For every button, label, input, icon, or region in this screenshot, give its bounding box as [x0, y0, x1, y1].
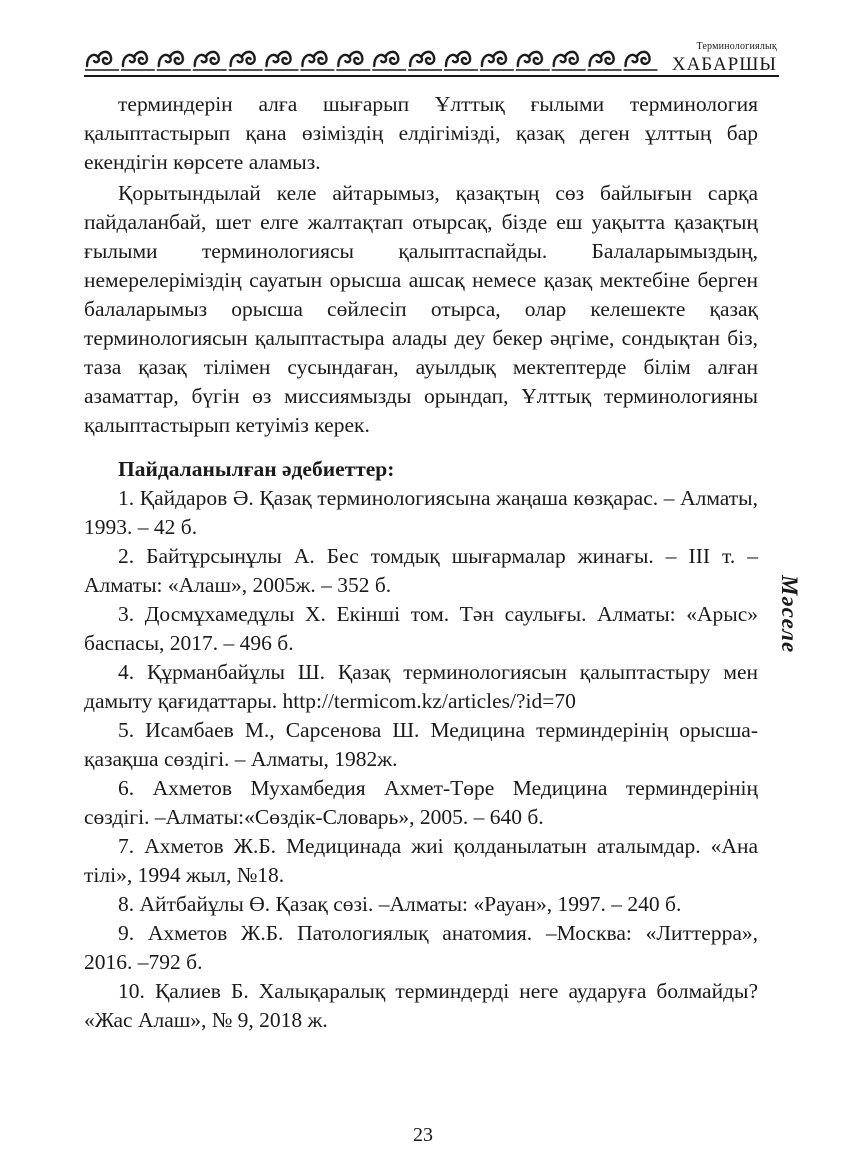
page-number: 23 [413, 1124, 433, 1146]
section-side-label: Мәселе [777, 575, 802, 654]
reference-item: 6. Ахметов Мухамбедия Ахмет-Төре Медицина терминдерінің сөздігі. –Алматы:«Сөздік-Словарь», 2005. – 640 б. [84, 776, 758, 829]
header-rule [84, 75, 779, 77]
journal-title [672, 42, 777, 74]
reference-item: 7. Ахметов Ж.Б. Медицинада жиі қолданылатын аталымдар. «Ана тілі», 1994 жыл, №18. [84, 834, 758, 887]
article-body [84, 90, 758, 440]
reference-item: 5. Исамбаев М., Сарсенова Ш. Медицина терминдерінің орысша-қазақша сөздігі. – Алматы, 1982ж. [84, 718, 758, 771]
references-list [84, 484, 758, 1035]
reference-item: 8. Айтбайұлы Ө. Қазақ сөзі. –Алматы: «Рауан», 1997. – 240 б. [118, 892, 682, 916]
journal-title-small: Терминологиялық [696, 41, 777, 52]
reference-item: 1. Қайдаров Ә. Қазақ терминологиясына жаңаша көзқарас. – Алматы, 1993. – 42 б. [84, 486, 758, 539]
journal-title-big: ХАБАРШЫ [671, 54, 777, 75]
reference-item: 10. Қалиев Б. Халықаралық терминдерді неге аударуға болмайды? «Жас Алаш», № 9, 2018 ж. [84, 979, 758, 1032]
decorative-border-icon [84, 46, 658, 72]
running-header [84, 42, 779, 76]
references-heading: Пайдаланылған әдебиеттер: [118, 457, 395, 481]
reference-item: 4. Құрманбайұлы Ш. Қазақ терминологиясын қалыптастыру мен дамыту қағидаттары. http://termicom.kz/articles/?id=70 [84, 660, 758, 713]
reference-item: 2. Байтұрсынұлы А. Бес томдық шығармалар жинағы. – ІІІ т. – Алматы: «Алаш», 2005ж. – 352 б. [84, 544, 758, 597]
reference-item: 9. Ахметов Ж.Б. Патологиялық анатомия. –Москва: «Литтерра», 2016. –792 б. [84, 921, 758, 974]
body-paragraph: Қорытындылай келе айтарымыз, қазақтың сөз байлығын сарқа пайдаланбай, шет елге жалтақтап отырсақ, бізде еш уақытта қазақтың ғылыми терминологиясы қалыптаспайды. Балаларымыздың, немерелеріміздің сауатын орысша ашсақ немесе қазақ мектебіне берген балаларымыз орысша сөйлесіп отырса, олар келешекте қазақ терминологиясын қалыптастыра алады деу бекер әңгіме, сондықтан біз, таза қазақ тілімен сусындаған, ауылдық мектептерде білім алған азаматтар, бүгін өз миссиямызды орындап, Ұлттық терминологияны қалыптастырып кетуіміз керек. [84, 181, 758, 437]
references-section [84, 455, 758, 1035]
reference-item: 3. Досмұхамедұлы Х. Екінші том. Тән саулығы. Алматы: «Арыс» баспасы, 2017. – 496 б. [84, 602, 758, 655]
body-paragraph: терминдерін алға шығарып Ұлттық ғылыми терминология қалыптастырып қана өзіміздің елдігімізді, қазақ деген ұлттың бар екендігін көрсете аламыз. [84, 92, 758, 174]
